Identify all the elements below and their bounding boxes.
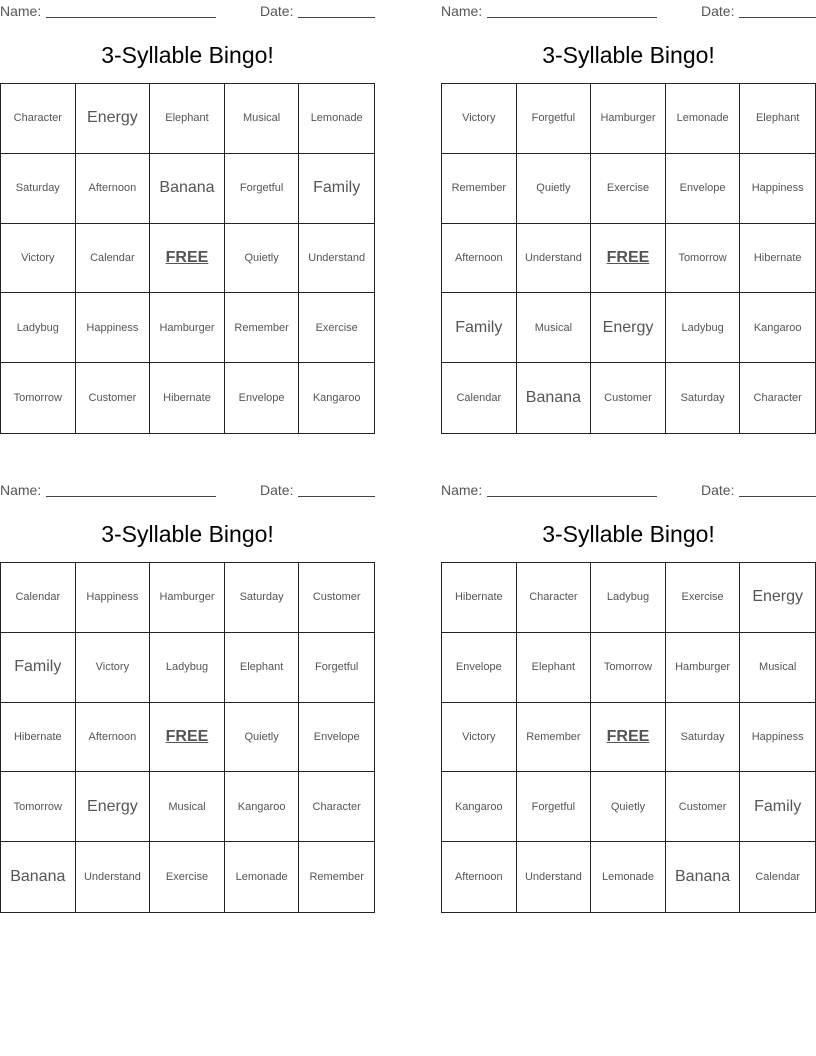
date-blank-line[interactable] — [298, 483, 375, 497]
bingo-cell: Ladybug — [1, 293, 76, 363]
bingo-cell: Kangaroo — [740, 293, 815, 363]
bingo-cell: Customer — [591, 363, 666, 433]
bingo-cell: Banana — [1, 842, 76, 912]
bingo-cell: Remember — [517, 703, 592, 773]
bingo-cell: Musical — [517, 293, 592, 363]
bingo-cell: Kangaroo — [442, 772, 517, 842]
bingo-cell: Envelope — [225, 363, 300, 433]
date-blank-line[interactable] — [298, 4, 375, 18]
bingo-cell: Envelope — [442, 633, 517, 703]
bingo-cell: Victory — [442, 84, 517, 154]
bingo-cell: Banana — [150, 154, 225, 224]
bingo-cell: Ladybug — [666, 293, 741, 363]
name-label: Name: — [0, 3, 42, 19]
name-blank-line[interactable] — [46, 4, 216, 18]
bingo-cell: Quietly — [517, 154, 592, 224]
bingo-cell: Quietly — [591, 772, 666, 842]
bingo-cell: Calendar — [442, 363, 517, 433]
bingo-cell: Tomorrow — [1, 772, 76, 842]
card-title: 3-Syllable Bingo! — [101, 42, 274, 68]
card-title: 3-Syllable Bingo! — [542, 521, 715, 547]
bingo-cell: Kangaroo — [312, 392, 361, 405]
bingo-cell: Forgetful — [225, 154, 300, 224]
bingo-card — [441, 0, 816, 434]
bingo-cell: Banana — [517, 363, 592, 433]
card-header — [441, 479, 816, 501]
bingo-cell: Saturday — [666, 363, 741, 433]
bingo-cell: Family — [1, 633, 76, 703]
bingo-cell: Happiness — [740, 154, 815, 224]
bingo-cell: Customer — [76, 363, 151, 433]
bingo-cell: Quietly — [225, 703, 300, 773]
bingo-cell: Family — [442, 293, 517, 363]
bingo-cell: Envelope — [299, 703, 374, 773]
bingo-cell: Hibernate — [150, 363, 225, 433]
bingo-cell: Envelope — [666, 154, 741, 224]
bingo-cell: Character — [299, 772, 374, 842]
bingo-cell: Tomorrow — [591, 633, 666, 703]
bingo-cell: Elephant — [740, 84, 815, 154]
bingo-cell: Character — [517, 563, 592, 633]
bingo-cell: Hamburger — [150, 293, 225, 363]
bingo-cell: Understand — [299, 224, 374, 294]
bingo-cell: Elephant — [225, 633, 300, 703]
bingo-cell: Calendar — [1, 563, 76, 633]
bingo-cell: Remember — [442, 154, 517, 224]
bingo-cell: Tomorrow — [1, 363, 76, 433]
date-label: Date: — [701, 482, 735, 498]
bingo-grid — [0, 83, 375, 434]
free-space: FREE — [150, 224, 225, 294]
date-blank-line[interactable] — [739, 483, 816, 497]
bingo-card — [441, 479, 816, 913]
bingo-cell: Saturday — [666, 703, 741, 773]
bingo-cell: Understand — [76, 842, 151, 912]
name-blank-line[interactable] — [487, 483, 657, 497]
bingo-cell: Hamburger — [591, 84, 666, 154]
bingo-cell: Energy — [591, 293, 666, 363]
name-label: Name: — [441, 482, 483, 498]
bingo-cell: Remember — [309, 871, 364, 884]
bingo-cell: Victory — [76, 633, 151, 703]
bingo-cell: Forgetful — [517, 772, 592, 842]
bingo-cell: Banana — [666, 842, 741, 912]
bingo-cell: Musical — [740, 633, 815, 703]
bingo-cell: Understand — [517, 224, 592, 294]
bingo-cell: Victory — [442, 703, 517, 773]
bingo-cell: Calendar — [755, 871, 800, 884]
bingo-cell: Exercise — [150, 842, 225, 912]
bingo-cell: Ladybug — [591, 563, 666, 633]
bingo-cell: Ladybug — [150, 633, 225, 703]
card-title: 3-Syllable Bingo! — [542, 42, 715, 68]
bingo-grid — [441, 562, 816, 913]
bingo-cell: Character — [1, 84, 76, 154]
bingo-cell: Hamburger — [666, 633, 741, 703]
bingo-cell: Happiness — [740, 703, 815, 773]
name-blank-line[interactable] — [46, 483, 216, 497]
bingo-card — [0, 479, 375, 913]
bingo-cell: Exercise — [666, 563, 741, 633]
bingo-cell: Afternoon — [76, 703, 151, 773]
free-space: FREE — [591, 703, 666, 773]
bingo-cell: Happiness — [76, 563, 151, 633]
bingo-cell: Kangaroo — [225, 772, 300, 842]
bingo-grid — [0, 562, 375, 913]
card-title: 3-Syllable Bingo! — [101, 521, 274, 547]
bingo-cell: Family — [299, 154, 374, 224]
bingo-cell: Forgetful — [299, 633, 374, 703]
name-label: Name: — [441, 3, 483, 19]
bingo-cell: Elephant — [150, 84, 225, 154]
card-header — [441, 0, 816, 22]
bingo-cell: Quietly — [225, 224, 300, 294]
bingo-cell: Energy — [76, 772, 151, 842]
bingo-cell: Lemonade — [666, 84, 741, 154]
bingo-cell: Saturday — [225, 563, 300, 633]
card-header — [0, 0, 375, 22]
bingo-cell: Afternoon — [442, 842, 517, 912]
bingo-cell: Lemonade — [299, 84, 374, 154]
date-blank-line[interactable] — [739, 4, 816, 18]
bingo-cell: Hibernate — [740, 224, 815, 294]
bingo-cell: Victory — [1, 224, 76, 294]
bingo-cell: Forgetful — [517, 84, 592, 154]
bingo-cell: Happiness — [76, 293, 151, 363]
name-label: Name: — [0, 482, 42, 498]
bingo-cell: Hamburger — [150, 563, 225, 633]
bingo-cell: Energy — [76, 84, 151, 154]
bingo-cell: Customer — [666, 772, 741, 842]
bingo-cell: Customer — [299, 563, 374, 633]
bingo-cell: Musical — [225, 84, 300, 154]
bingo-cell: Understand — [517, 842, 592, 912]
bingo-cell: Lemonade — [225, 842, 300, 912]
bingo-cell: Exercise — [299, 293, 374, 363]
bingo-cell: Afternoon — [442, 224, 517, 294]
bingo-cell: Hibernate — [1, 703, 76, 773]
free-space: FREE — [591, 224, 666, 294]
bingo-cell: Musical — [150, 772, 225, 842]
bingo-cell: Lemonade — [591, 842, 666, 912]
bingo-cell: Saturday — [1, 154, 76, 224]
free-space: FREE — [150, 703, 225, 773]
bingo-cell: Tomorrow — [666, 224, 741, 294]
bingo-cell: Calendar — [76, 224, 151, 294]
bingo-grid — [441, 83, 816, 434]
bingo-cell: Hibernate — [442, 563, 517, 633]
bingo-cell: Afternoon — [76, 154, 151, 224]
date-label: Date: — [260, 3, 294, 19]
bingo-cell: Exercise — [591, 154, 666, 224]
date-label: Date: — [260, 482, 294, 498]
bingo-cell: Family — [740, 772, 815, 842]
name-blank-line[interactable] — [487, 4, 657, 18]
bingo-cell: Character — [753, 392, 802, 405]
date-label: Date: — [701, 3, 735, 19]
bingo-card — [0, 0, 375, 434]
bingo-cell: Remember — [225, 293, 300, 363]
card-header — [0, 479, 375, 501]
bingo-cell: Energy — [740, 563, 815, 633]
bingo-cell: Elephant — [517, 633, 592, 703]
